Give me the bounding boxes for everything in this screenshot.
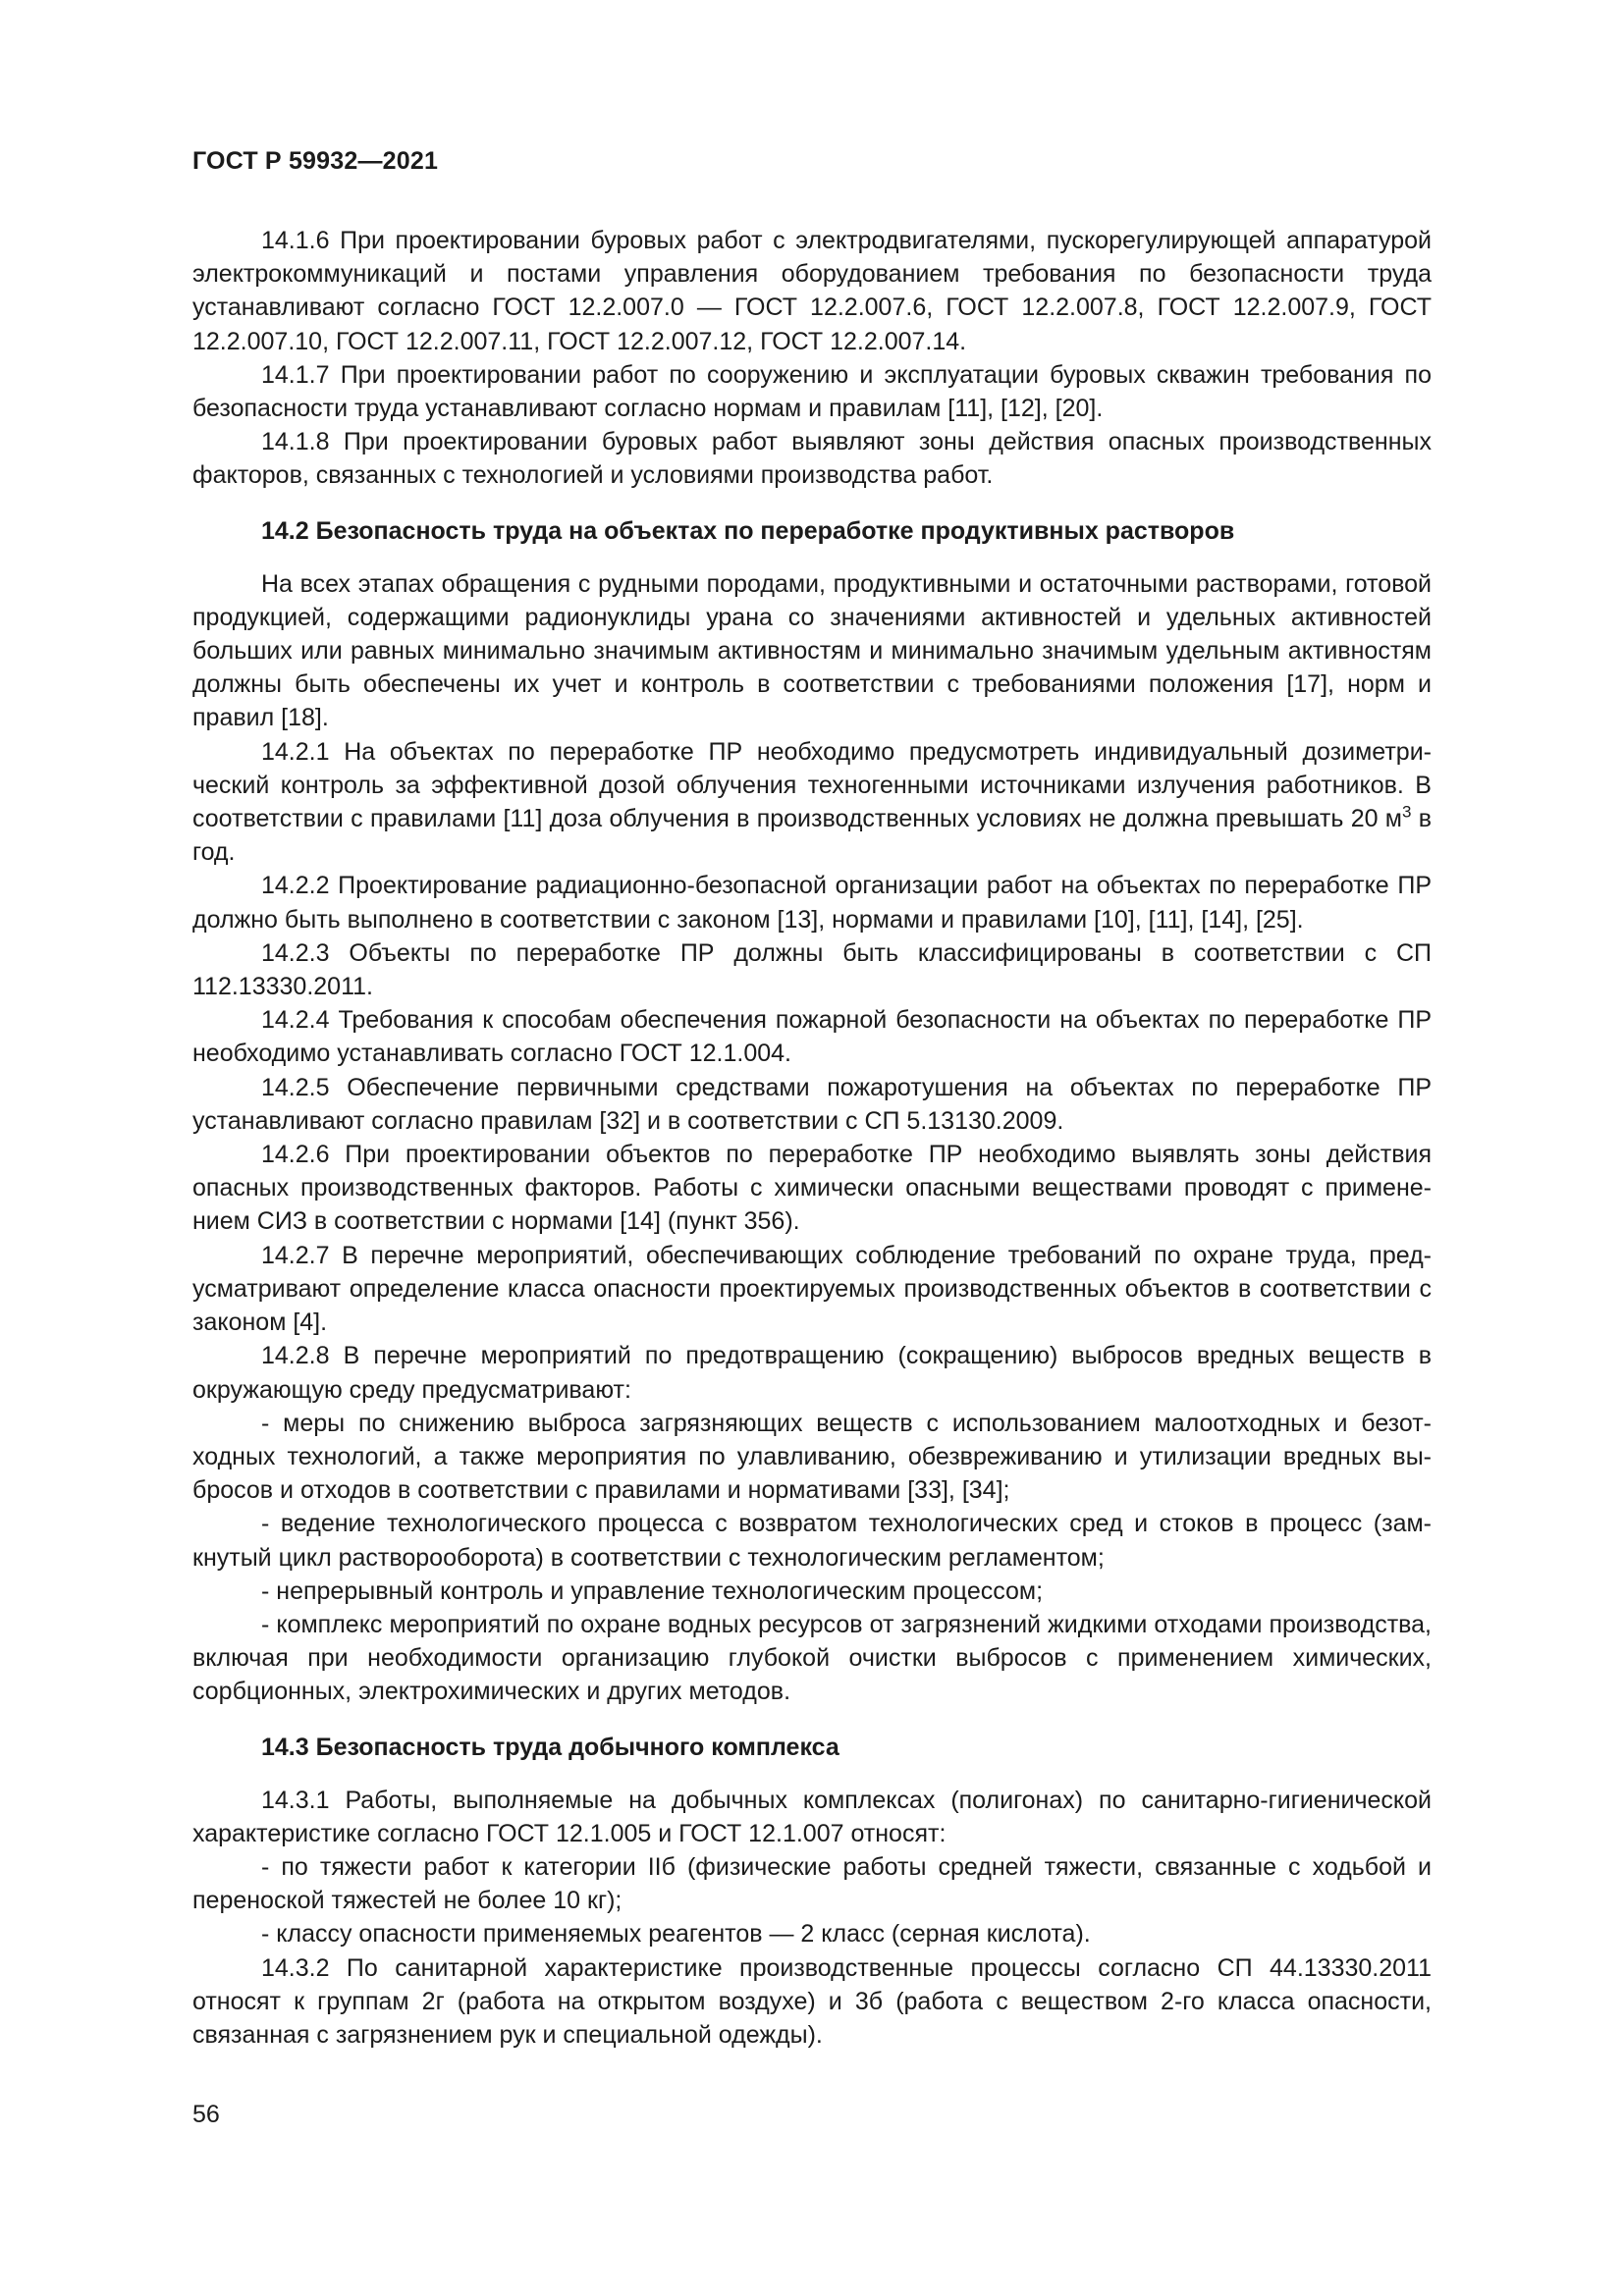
paragraph-14-2-1-text: 14.2.1 На объектах по переработке ПР необходимо предусмотреть индивидуальный дозиметрический контроль за эффективной дозой облучения техногенными источниками излучения работников. В соответствии с правилами [11] доза облучения в производственных условиях не должна превышать 20 м (192, 737, 1432, 833)
list-item: - ведение технологического процесса с возвратом технологических сред и стоков в процесс (замкнутый цикл растворооборота) в соответствии с технологическим регламентом; (192, 1510, 1432, 1572)
paragraph-14-2-5: 14.2.5 Обеспечение первичными средствами пожаротушения на объектах по переработке ПР устанавливают согласно правилам [32] и в соответствии с СП 5.13130.2009. (192, 1073, 1432, 1135)
paragraph-14-2-3: 14.2.3 Объекты по переработке ПР должны быть классифицированы в соответствии с СП 112.13330.2011. (192, 938, 1432, 1001)
list-item: - непрерывный контроль и управление технологическим процессом; (261, 1576, 1044, 1605)
list-item: - комплекс мероприятий по охране водных ресурсов от загрязнений жидкими отходами производства, включая при необходимости организацию глубокой очистки выбросов с применением химических, сорбционных, электрохимических и других методов. (192, 1610, 1432, 1706)
paragraph-14-3-2: 14.3.2 По санитарной характеристике производственные процессы согласно СП 44.13330.2011 относят к группам 2г (работа на открытом воздухе) и 3б (работа с веществом 2-го класса опасности, связанная с загрязнением рук и специальной одежды). (192, 1953, 1432, 2049)
paragraph-14-1-6: 14.1.6 При проектировании буровых работ с электродвигателями, пускорегулирующей аппаратурой электрокоммуникаций и постами управления оборудованием требования по безопасности труда устанавливают согласно ГОСТ 12.2.007.0 — ГОСТ 12.2.007.6, ГОСТ 12.2.007.8, ГОСТ 12.2.007.9, ГОСТ 12.2.007.10, ГОСТ 12.2.007.11, ГОСТ 12.2.007.12, ГОСТ 12.2.007.14. (192, 227, 1432, 355)
paragraph-14-2-1-tail: в год. (192, 805, 1432, 867)
paragraph-14-1-7: 14.1.7 При проектировании работ по сооружению и эксплуатации буровых скважин требования по безопасности труда устанавливают согласно нормам и правилам [11], [12], [20]. (192, 360, 1432, 423)
paragraph-14-2-8: 14.2.8 В перечне мероприятий по предотвращению (сокращению) выбросов вредных веществ в окружающую среду предусматривают: (192, 1342, 1432, 1404)
list-item: - меры по снижению выброса загрязняющих веществ с использованием малоотходных и безотходных технологий, а также мероприятия по улавливанию, обезвреживанию и утилизации вредных выбросов и отходов в соответствии с правилами и нормативами [33], [34]; (192, 1409, 1432, 1505)
paragraph-14-1-8: 14.1.8 При проектировании буровых работ выявляют зоны действия опасных производственных факторов, связанных с технологией и условиями производства работ. (192, 428, 1432, 490)
paragraph-14-2-6: 14.2.6 При проектировании объектов по переработке ПР необходимо выявлять зоны действия опасных производственных факторов. Работы с химически опасными веществами проводят с применением СИЗ в соответствии с нормами [14] (пункт 356). (192, 1141, 1432, 1236)
paragraph-14-2-intro: На всех этапах обращения с рудными породами, продуктивными и остаточными растворами, готовой продукцией, содержащими радионуклиды урана со значениями активностей и удельных активностей больших или равных минимально значимым активностям и минимально значимым удельным активностям должны быть обеспечены их учет и контроль в соответствии с требованиями положения [17], норм и правил [18]. (192, 569, 1432, 732)
paragraph-14-3-1: 14.3.1 Работы, выполняемые на добычных комплексах (полигонах) по санитарно-гигиенической характеристике согласно ГОСТ 12.1.005 и ГОСТ 12.1.007 относят: (192, 1786, 1432, 1847)
section-heading-14-3: 14.3 Безопасность труда добычного комплекса (261, 1733, 839, 1761)
document-body (192, 224, 1432, 2052)
list-item: - классу опасности применяемых реагентов — 2 класс (серная кислота). (261, 1920, 1091, 1949)
list-item: - по тяжести работ к категории IIб (физические работы средней тяжести, связанные с ходьбой и переноской тяжестей не более 10 кг); (192, 1852, 1432, 1915)
paragraph-14-2-1 (192, 735, 1432, 870)
page-number: 56 (192, 2101, 220, 2128)
superscript: 3 (1401, 802, 1412, 822)
document-header: ГОСТ Р 59932—2021 (192, 147, 439, 175)
paragraph-14-2-7: 14.2.7 В перечне мероприятий, обеспечивающих соблюдение требований по охране труда, предусматривают определение класса опасности проектируемых производственных объектов в соответствии с законом [4]. (192, 1241, 1432, 1337)
paragraph-14-2-4: 14.2.4 Требования к способам обеспечения пожарной безопасности на объектах по переработке ПР необходимо устанавливать согласно ГОСТ 12.1.004. (192, 1006, 1432, 1068)
paragraph-14-2-2: 14.2.2 Проектирование радиационно-безопасной организации работ на объектах по переработке ПР должно быть выполнено в соответствии с законом [13], нормами и правилами [10], [11], [14], [25]. (192, 872, 1432, 934)
section-heading-14-2: 14.2 Безопасность труда на объектах по переработке продуктивных растворов (261, 516, 1235, 545)
